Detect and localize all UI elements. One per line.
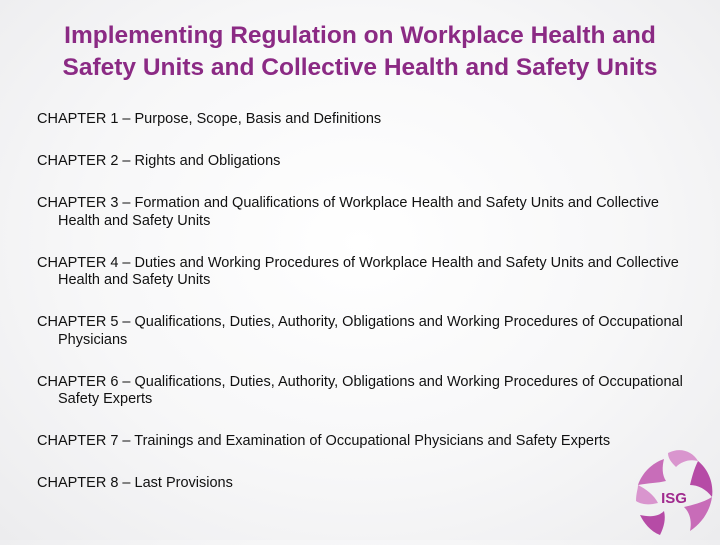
chapter-number: CHAPTER 8 – bbox=[37, 475, 131, 491]
chapter-item-3 bbox=[37, 195, 687, 230]
chapter-number: CHAPTER 4 – bbox=[37, 254, 131, 271]
chapter-number: CHAPTER 5 – bbox=[37, 314, 131, 330]
chapter-number: CHAPTER 1 – bbox=[37, 111, 131, 127]
chapter-item-2 bbox=[37, 153, 687, 171]
chapter-number: CHAPTER 6 – bbox=[37, 373, 131, 390]
chapter-item-7 bbox=[37, 433, 687, 451]
chapter-number: CHAPTER 3 – bbox=[37, 195, 131, 211]
logo-text: ISG bbox=[661, 490, 687, 507]
corner-logo bbox=[628, 445, 720, 540]
chapter-title: Trainings and Examination of Occupational Physicians and Safety Experts bbox=[134, 433, 611, 449]
slide-title-line-2: Safety Units and Collective Health and Safety Units bbox=[62, 54, 658, 81]
chapter-number: CHAPTER 7 – bbox=[37, 433, 131, 449]
chapter-title: Rights and Obligations bbox=[134, 153, 281, 169]
chapter-title: Formation and Qualifications of Workplace Health and Safety Units and Collective Health and Safety Units bbox=[58, 195, 659, 229]
chapter-item-1 bbox=[37, 111, 687, 129]
hands-circle-logo-icon bbox=[628, 445, 720, 540]
chapter-item-5 bbox=[37, 314, 687, 349]
chapter-item-8 bbox=[37, 475, 687, 493]
slide-title-line-1: Implementing Regulation on Workplace Health and bbox=[64, 22, 656, 49]
slide-title bbox=[0, 20, 720, 84]
chapter-title: Qualifications, Duties, Authority, Obligations and Working Procedures of Occupational Safety Experts bbox=[58, 373, 683, 407]
chapter-title: Last Provisions bbox=[134, 475, 233, 491]
chapter-title: Qualifications, Duties, Authority, Obligations and Working Procedures of Occupational Physicians bbox=[58, 314, 683, 348]
chapter-title: Duties and Working Procedures of Workplace Health and Safety Units and Collective Health and Safety Units bbox=[58, 254, 679, 288]
chapter-number: CHAPTER 2 – bbox=[37, 153, 131, 169]
chapter-item-4 bbox=[37, 255, 687, 290]
chapter-title: Purpose, Scope, Basis and Definitions bbox=[134, 111, 382, 127]
chapter-item-6 bbox=[37, 374, 687, 409]
chapter-list bbox=[37, 111, 687, 517]
